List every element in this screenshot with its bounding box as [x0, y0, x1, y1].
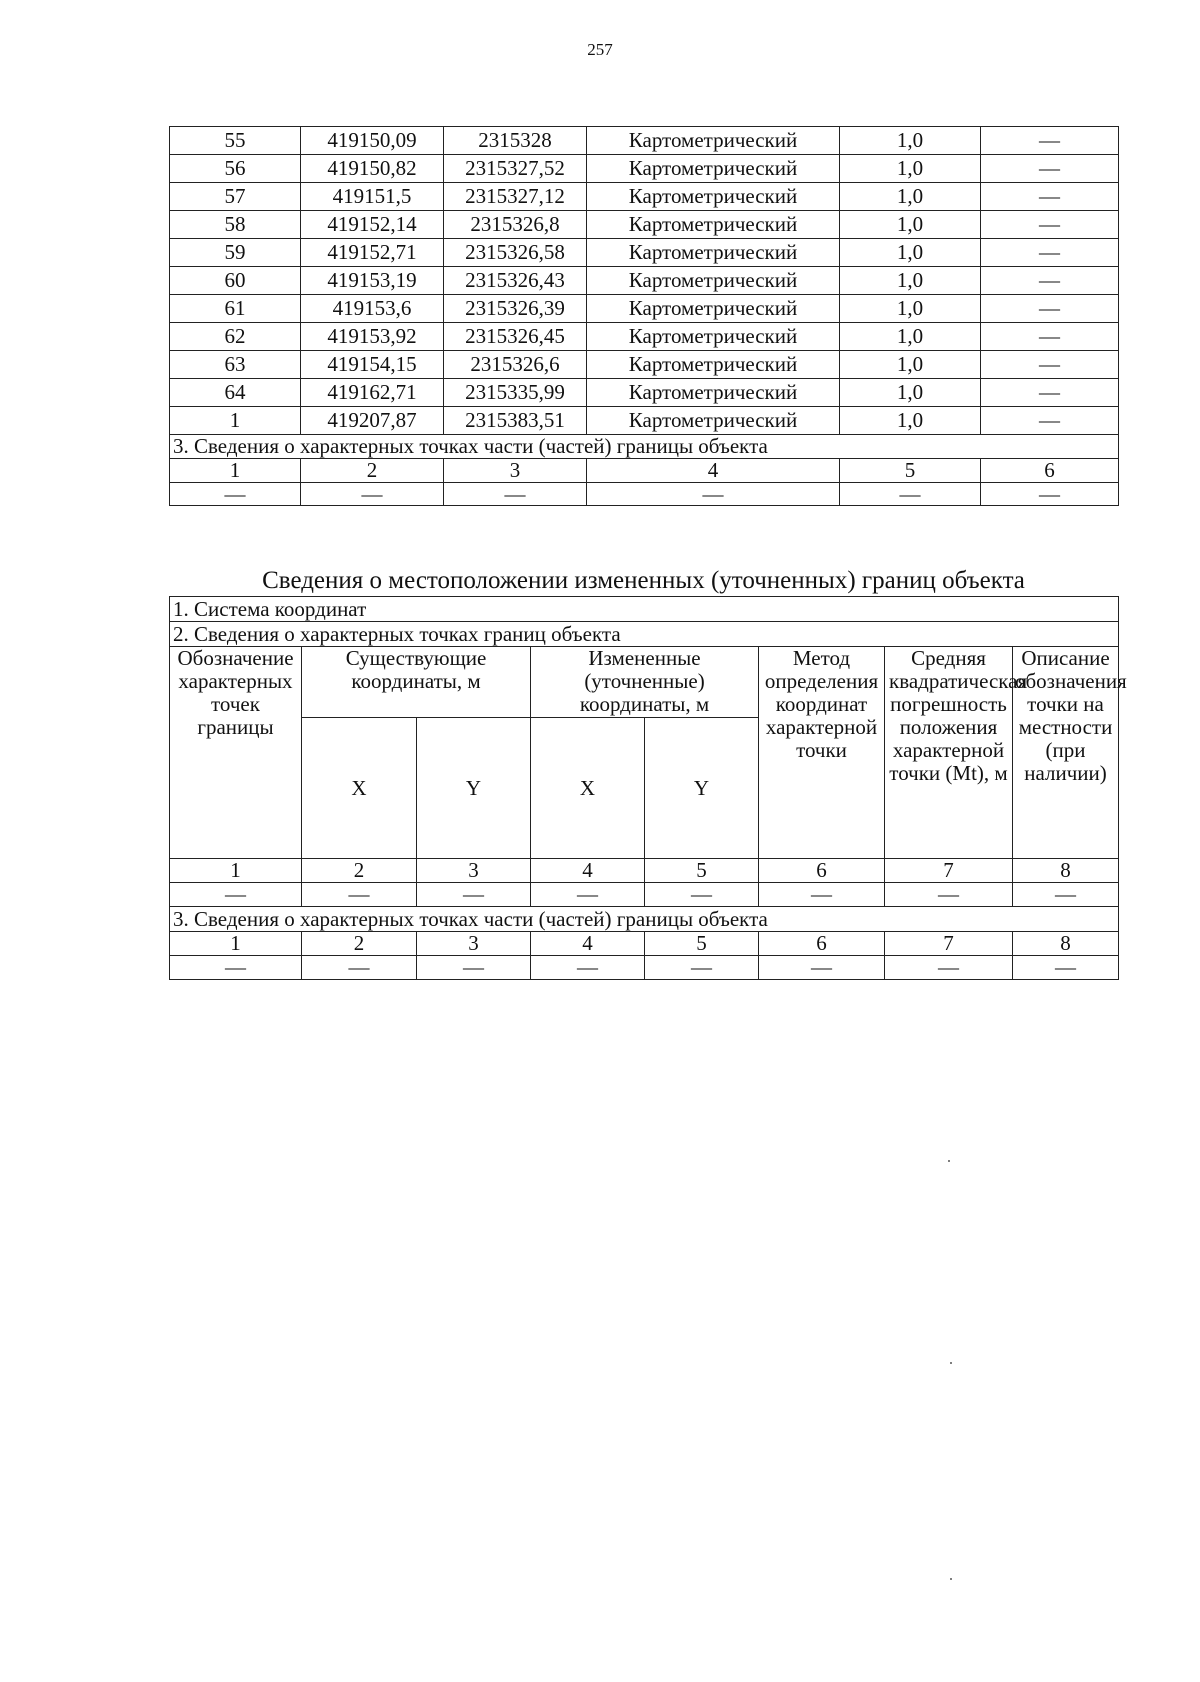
table-row	[170, 295, 1119, 323]
table-row	[170, 127, 1119, 155]
scan-speck	[950, 1362, 952, 1364]
column-number: 3	[444, 459, 587, 483]
table-row	[170, 267, 1119, 295]
description: —	[981, 323, 1119, 351]
coord-system-row	[170, 597, 1119, 622]
empty-value: —	[302, 956, 417, 980]
point-number: 61	[170, 295, 301, 323]
coord-x: 419151,5	[301, 183, 444, 211]
section2-label: 2. Сведения о характерных точках границ объекта	[170, 622, 1119, 647]
header-changed-coords: Измененные (уточненные) координаты, м	[531, 647, 759, 718]
empty-value: —	[302, 883, 417, 907]
section3-label: 3. Сведения о характерных точках части (частей) границы объекта	[170, 907, 1119, 932]
header-description: Описание обозначения точки на местности (при наличии)	[1013, 647, 1119, 859]
description: —	[981, 351, 1119, 379]
mean-error: 1,0	[840, 239, 981, 267]
method: Картометрический	[587, 267, 840, 295]
empty-value-row	[170, 483, 1119, 506]
header-changed-x: X	[531, 718, 645, 859]
coord-x: 419153,19	[301, 267, 444, 295]
table-row	[170, 379, 1119, 407]
header-point-designation: Обозначение характерных точек границы	[170, 647, 302, 859]
empty-value: —	[645, 956, 759, 980]
table-row	[170, 323, 1119, 351]
column-number-row	[170, 859, 1119, 883]
coord-y: 2315326,6	[444, 351, 587, 379]
header-existing-coords: Существующие координаты, м	[302, 647, 531, 718]
description: —	[981, 127, 1119, 155]
empty-value: —	[885, 956, 1013, 980]
column-number: 6	[981, 459, 1119, 483]
column-number: 5	[645, 859, 759, 883]
scan-speck	[948, 1160, 950, 1162]
description: —	[981, 379, 1119, 407]
column-number: 3	[417, 932, 531, 956]
coord-y: 2315326,45	[444, 323, 587, 351]
empty-value: —	[531, 956, 645, 980]
empty-value: —	[170, 883, 302, 907]
column-number: 5	[840, 459, 981, 483]
column-number: 4	[531, 859, 645, 883]
method: Картометрический	[587, 155, 840, 183]
description: —	[981, 239, 1119, 267]
coord-x: 419154,15	[301, 351, 444, 379]
coord-x: 419150,09	[301, 127, 444, 155]
header-existing-y: Y	[417, 718, 531, 859]
table-row	[170, 239, 1119, 267]
table-row	[170, 155, 1119, 183]
column-number-row	[170, 459, 1119, 483]
header-changed-y: Y	[645, 718, 759, 859]
point-number: 64	[170, 379, 301, 407]
header-row	[170, 647, 1119, 718]
mean-error: 1,0	[840, 351, 981, 379]
coord-y: 2315335,99	[444, 379, 587, 407]
method: Картометрический	[587, 351, 840, 379]
table-row	[170, 183, 1119, 211]
column-number: 8	[1013, 859, 1119, 883]
empty-value: —	[417, 883, 531, 907]
empty-value-row	[170, 883, 1119, 907]
column-number: 3	[417, 859, 531, 883]
empty-value: —	[645, 883, 759, 907]
description: —	[981, 407, 1119, 435]
method: Картометрический	[587, 295, 840, 323]
coord-y: 2315383,51	[444, 407, 587, 435]
table-row	[170, 211, 1119, 239]
point-number: 58	[170, 211, 301, 239]
point-number: 1	[170, 407, 301, 435]
description: —	[981, 155, 1119, 183]
empty-value: —	[444, 483, 587, 506]
method: Картометрический	[587, 407, 840, 435]
empty-value: —	[587, 483, 840, 506]
coord-system-label: 1. Система координат	[170, 597, 1119, 622]
page-number: 257	[587, 40, 613, 59]
boundary-points-body	[170, 127, 1119, 435]
coord-x: 419153,6	[301, 295, 444, 323]
empty-value: —	[531, 883, 645, 907]
section3-header-row	[170, 435, 1119, 459]
point-number: 56	[170, 155, 301, 183]
coord-y: 2315328	[444, 127, 587, 155]
header-method: Метод определения координат характерной точки	[759, 647, 885, 859]
method: Картометрический	[587, 239, 840, 267]
point-number: 63	[170, 351, 301, 379]
coord-x: 419152,14	[301, 211, 444, 239]
column-number: 6	[759, 859, 885, 883]
method: Картометрический	[587, 183, 840, 211]
empty-value: —	[885, 883, 1013, 907]
column-number: 7	[885, 859, 1013, 883]
method: Картометрический	[587, 127, 840, 155]
mean-error: 1,0	[840, 155, 981, 183]
method: Картометрический	[587, 323, 840, 351]
column-number: 1	[170, 459, 301, 483]
mean-error: 1,0	[840, 183, 981, 211]
coord-x: 419162,71	[301, 379, 444, 407]
coord-x: 419150,82	[301, 155, 444, 183]
section3-empty-row	[170, 956, 1119, 980]
column-number: 5	[645, 932, 759, 956]
column-number: 4	[531, 932, 645, 956]
column-number: 6	[759, 932, 885, 956]
coord-y: 2315326,43	[444, 267, 587, 295]
mean-error: 1,0	[840, 323, 981, 351]
empty-value: —	[1013, 883, 1119, 907]
coord-y: 2315326,39	[444, 295, 587, 323]
empty-value: —	[170, 956, 302, 980]
table-row	[170, 351, 1119, 379]
empty-value: —	[840, 483, 981, 506]
description: —	[981, 267, 1119, 295]
section3-label: 3. Сведения о характерных точках части (частей) границы объекта	[170, 435, 1119, 459]
coord-y: 2315327,12	[444, 183, 587, 211]
changed-boundaries-table	[169, 596, 1127, 980]
section2-row	[170, 622, 1119, 647]
empty-value: —	[301, 483, 444, 506]
coord-x: 419207,87	[301, 407, 444, 435]
mean-error: 1,0	[840, 267, 981, 295]
empty-value: —	[1013, 956, 1119, 980]
column-number: 7	[885, 932, 1013, 956]
coord-y: 2315326,8	[444, 211, 587, 239]
coord-x: 419153,92	[301, 323, 444, 351]
header-mean-error: Средняя квадратическая погрешность положения характерной точки (Mt), м	[885, 647, 1013, 859]
empty-value: —	[417, 956, 531, 980]
column-number: 1	[170, 932, 302, 956]
point-number: 62	[170, 323, 301, 351]
mean-error: 1,0	[840, 127, 981, 155]
point-number: 60	[170, 267, 301, 295]
mean-error: 1,0	[840, 295, 981, 323]
mean-error: 1,0	[840, 407, 981, 435]
header-existing-x: X	[302, 718, 417, 859]
column-number: 2	[302, 932, 417, 956]
mean-error: 1,0	[840, 379, 981, 407]
method: Картометрический	[587, 211, 840, 239]
section3-header-row	[170, 907, 1119, 932]
point-number: 57	[170, 183, 301, 211]
method: Картометрический	[587, 379, 840, 407]
table-row	[170, 407, 1119, 435]
empty-value: —	[170, 483, 301, 506]
section3-number-row	[170, 932, 1119, 956]
boundary-points-table	[169, 126, 1119, 506]
column-number: 4	[587, 459, 840, 483]
empty-value: —	[759, 883, 885, 907]
mean-error: 1,0	[840, 211, 981, 239]
description: —	[981, 295, 1119, 323]
coord-x: 419152,71	[301, 239, 444, 267]
coord-y: 2315327,52	[444, 155, 587, 183]
description: —	[981, 211, 1119, 239]
column-number: 2	[302, 859, 417, 883]
empty-value: —	[759, 956, 885, 980]
scan-speck	[950, 1578, 952, 1580]
description: —	[981, 183, 1119, 211]
column-number: 2	[301, 459, 444, 483]
point-number: 55	[170, 127, 301, 155]
point-number: 59	[170, 239, 301, 267]
coord-y: 2315326,58	[444, 239, 587, 267]
column-number: 8	[1013, 932, 1119, 956]
empty-value: —	[981, 483, 1119, 506]
column-number: 1	[170, 859, 302, 883]
section-title: Сведения о местоположении измененных (уточненных) границ объекта	[262, 567, 1025, 594]
